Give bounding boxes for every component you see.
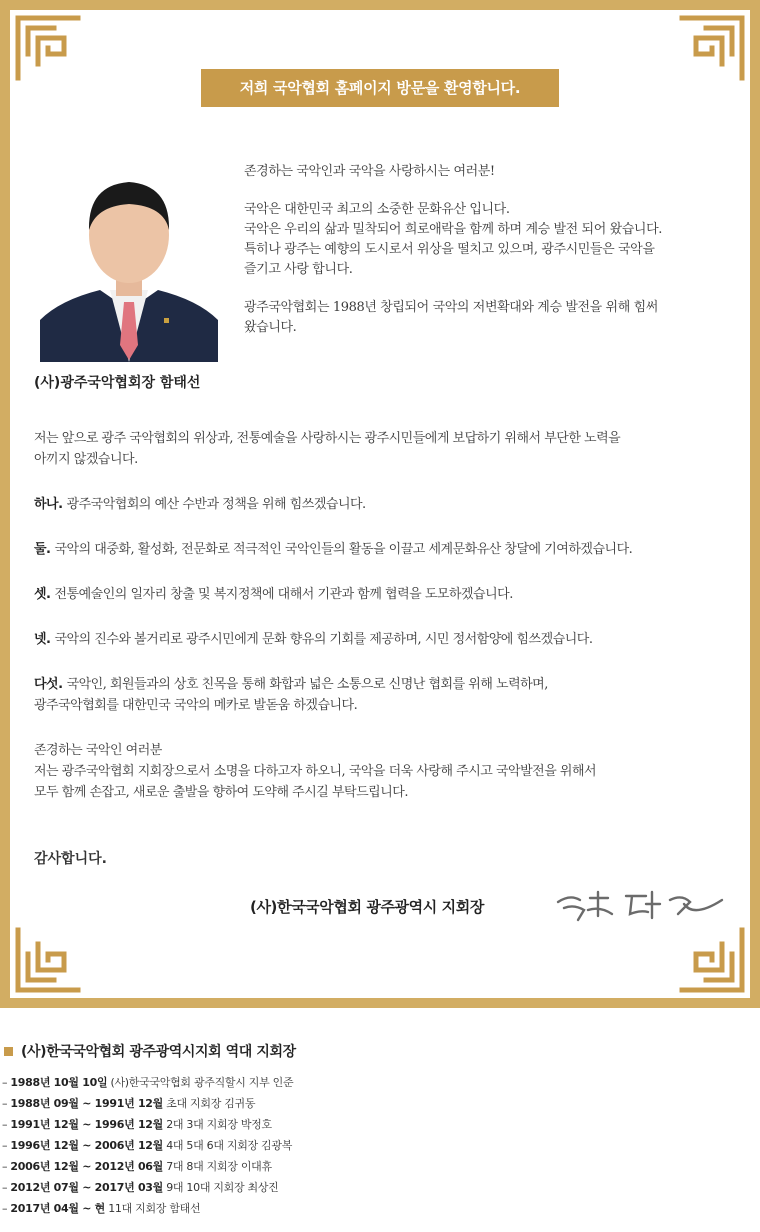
square-bullet-icon [4,1047,13,1056]
history-period: 1988년 10월 10일 [10,1076,108,1089]
body-paragraph: 저는 앞으로 광주 국악협회의 위상과, 전통예술을 사랑하시는 광주시민들에게 보답하기 위해서 부단한 노력을 아끼지 않겠습니다. [34,431,621,467]
history-title [4,1038,760,1064]
intro-paragraph: 존경하는 국악인과 국악을 사랑하시는 여러분! [244,164,495,179]
handwritten-signature [550,880,730,930]
frame-content [10,10,750,998]
pledge-text: 국악의 진수와 볼거리로 광주시민에게 문화 향유의 기회를 제공하며, 시민 정서함양에 힘쓰겠습니다. [54,632,593,647]
history-section [0,1038,760,1219]
history-period: 1996년 12월 ~ 2006년 12월 [10,1139,163,1152]
intro-text [244,162,734,356]
corner-ornament-icon [678,14,746,82]
greeting-body [34,428,740,827]
photo-caption: (사)광주국악협회장 함태선 [34,375,201,391]
history-desc: 9대 10대 지회장 최상진 [166,1181,279,1194]
history-item: – 1988년 09월 ~ 1991년 12월 초대 지회장 김귀동 [2,1097,256,1110]
pledge-2 [34,539,740,560]
intro-paragraph: 국악은 대한민국 최고의 소중한 문화유산 입니다. 국악은 우리의 삶과 밀착되어 희로애락을 함께 하며 계승 발전 되어 왔습니다. 특히나 광주는 예향의 도시로서 위상을 떨치고 있으며, 광주시민들은 국악을 즐기고 사랑 합니다. [244,202,662,277]
history-desc: 2대 3대 지회장 박정호 [166,1118,272,1131]
intro-paragraph: 광주국악협회는 1988년 창립되어 국악의 저변확대와 계승 발전을 위해 힘써 왔습니다. [244,300,658,335]
signatory-title: (사)한국국악협회 광주광역시 지회장 [250,898,484,916]
history-item: – 2012년 07월 ~ 2017년 03월 9대 10대 지회장 최상진 [2,1181,279,1194]
pledge-text: 국악의 대중화, 활성화, 전문화로 적극적인 국악인들의 활동을 이끌고 세계문화유산 창달에 기여하겠습니다. [54,542,633,557]
pledge-label: 셋. [34,587,51,602]
president-photo [40,160,218,362]
history-item: – 2006년 12월 ~ 2012년 06월 7대 8대 지회장 이대휴 [2,1160,272,1173]
history-desc: 초대 지회장 김귀동 [166,1097,256,1110]
history-desc: 11대 지회장 함태선 [108,1202,201,1215]
history-item: – 2017년 04월 ~ 현 11대 지회장 함태선 [2,1202,201,1215]
history-title-text: (사)한국국악협회 광주광역시지회 역대 지회장 [21,1044,296,1060]
pledge-4 [34,629,740,650]
pledge-label: 하나. [34,497,63,512]
pledge-3 [34,584,740,605]
corner-ornament-icon [14,14,82,82]
pledge-label: 다섯. [34,677,63,692]
history-list [0,1072,760,1219]
pledge-5 [34,674,740,716]
pledge-label: 넷. [34,632,51,647]
history-period: 2012년 07월 ~ 2017년 03월 [10,1181,163,1194]
history-period: 1988년 09월 ~ 1991년 12월 [10,1097,163,1110]
pledge-text: 전통예술인의 일자리 창출 및 복지정책에 대해서 기관과 함께 협력을 도모하겠습니다. [54,587,513,602]
pledge-1 [34,494,740,515]
corner-ornament-icon [678,926,746,994]
history-item: – 1988년 10월 10일 (사)한국국악협회 광주직할시 지부 인준 [2,1076,294,1089]
history-item: – 1991년 12월 ~ 1996년 12월 2대 3대 지회장 박정호 [2,1118,272,1131]
pledge-label: 둘. [34,542,51,557]
history-period: 2006년 12월 ~ 2012년 06월 [10,1160,163,1173]
closing-paragraph: 존경하는 국악인 여러분 저는 광주국악협회 지회장으로서 소명을 다하고자 하오니, 국악을 더욱 사랑해 주시고 국악발전을 위해서 모두 함께 손잡고, 새로운 출발을 향하여 도약해 주시길 부탁드립니다. [34,743,597,800]
history-period: 2017년 04월 ~ 현 [10,1202,106,1215]
thanks-text: 감사합니다. [34,851,107,867]
history-item: – 1996년 12월 ~ 2006년 12월 4대 5대 6대 지회장 김광복 [2,1139,293,1152]
history-period: 1991년 12월 ~ 1996년 12월 [10,1118,163,1131]
welcome-banner: 저희 국악협회 홈페이지 방문을 환영합니다. [201,69,559,107]
history-desc: 4대 5대 6대 지회장 김광복 [166,1139,293,1152]
history-desc: (사)한국국악협회 광주직할시 지부 인준 [110,1076,294,1089]
pledge-text: 국악인, 회원들과의 상호 친목을 통해 화합과 넓은 소통으로 신명난 협회를 위해 노력하며, 광주국악협회를 대한민국 국악의 메카로 발돋움 하겠습니다. [34,677,548,713]
pledge-text: 광주국악협회의 예산 수반과 정책을 위해 힘쓰겠습니다. [66,497,366,512]
corner-ornament-icon [14,926,82,994]
history-desc: 7대 8대 지회장 이대휴 [166,1160,272,1173]
